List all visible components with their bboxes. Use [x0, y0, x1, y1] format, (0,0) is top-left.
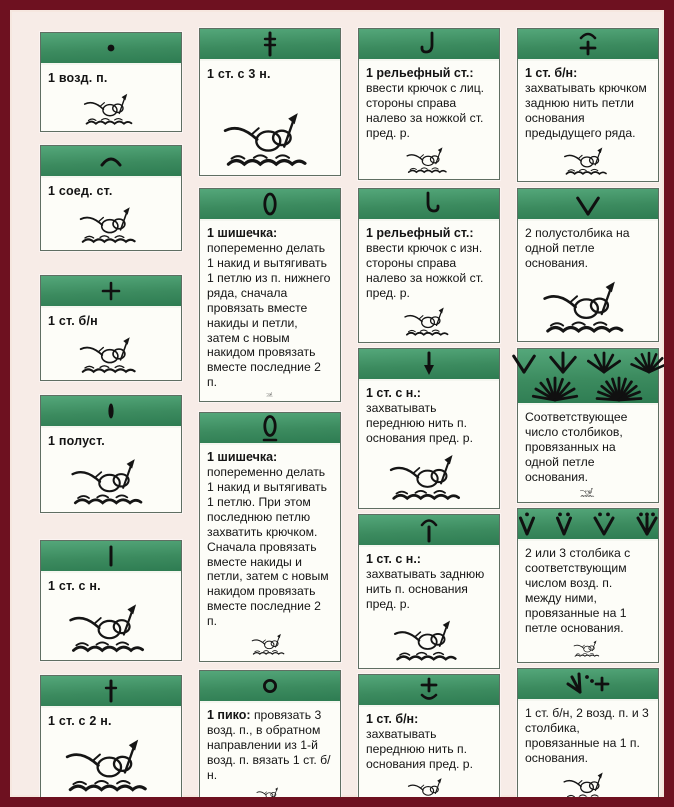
stitch-label: [525, 546, 651, 636]
card-body: [359, 707, 499, 807]
card-symbol-header: [518, 189, 658, 221]
stitch-label: [48, 70, 174, 86]
stitch-card: [517, 188, 659, 342]
stitch-label-term: 1 рельефный ст.:: [366, 226, 474, 240]
stitch-illustration: [525, 271, 651, 337]
card-symbol-header: [359, 349, 499, 381]
rays-3-icon: [548, 350, 578, 374]
stitch-card: [199, 188, 341, 402]
card-body: [41, 308, 181, 380]
card-symbol-header: [518, 349, 658, 405]
card-body: [518, 221, 658, 341]
stitch-label: [525, 410, 651, 485]
card-body: [200, 61, 340, 175]
stitch-label-term: 1 ст. б/н:: [525, 66, 578, 80]
stitch-label-term: 1 рельефный ст.:: [366, 66, 474, 80]
card-symbol-header: [200, 29, 340, 61]
card-symbol-header: [359, 515, 499, 547]
card-body: [518, 61, 658, 181]
rays-11-icon: [590, 375, 648, 402]
stitch-label-term: 1 ст. с 3 н.: [207, 67, 271, 81]
stitch-illustration: [366, 141, 492, 175]
loop-arrow-down-icon: [416, 351, 442, 377]
stitch-illustration: [366, 772, 492, 804]
stitch-illustration: [207, 390, 333, 397]
card-symbol-header: [518, 29, 658, 61]
stitch-label-description: ввести крючок с изн. стороны справа налево за ножкой ст. пред. р.: [366, 241, 484, 300]
rays-9-icon: [529, 375, 581, 402]
stitch-label-term: 1 возд. п.: [48, 71, 108, 85]
stitch-illustration: [207, 82, 333, 171]
stitch-card: [517, 508, 659, 663]
stitch-card: [358, 188, 500, 343]
stitch-label-description: провязать 3 возд. п., в обратном направлении из 1-й возд. п. вязать 1 ст. б/н.: [207, 708, 331, 782]
stitch-label: [207, 708, 333, 783]
stitch-illustration: [207, 629, 333, 657]
card-symbol-header: [200, 671, 340, 703]
card-body: [41, 65, 181, 131]
stitch-label-term: 1 ст. с н.:: [366, 386, 421, 400]
stitch-illustration: [366, 612, 492, 664]
stitch-label: [366, 226, 492, 301]
stitch-label: [48, 313, 174, 329]
sc-plus-icon: [97, 279, 125, 303]
card-body: [359, 221, 499, 342]
stitch-illustration: [48, 86, 174, 127]
tr-bar-icon: [98, 679, 124, 703]
stitch-label: [366, 66, 492, 141]
bobble-oval-icon: [257, 191, 283, 217]
stitch-label: [48, 578, 174, 594]
card-body: [41, 178, 181, 250]
stitch-label-description: ввести крючок с лиц. стороны справа налево за ножкой ст. пред. р.: [366, 81, 485, 140]
stitch-label-description: Соответствующее число столбиков, провязанных на одной петле основания.: [525, 410, 628, 484]
card-symbol-header: [518, 669, 658, 701]
bobble-oval-base-icon: [257, 414, 283, 442]
stitch-illustration: [48, 199, 174, 246]
rays-5-icon: [587, 350, 621, 374]
stitch-card: [199, 28, 341, 176]
stitch-label-term: 1 ст. с 2 н.: [48, 714, 112, 728]
hdc-oval-icon: [98, 399, 124, 423]
plus-arc-below-icon: [415, 677, 443, 703]
stitch-label: [207, 226, 333, 390]
stitch-card: [40, 540, 182, 661]
stitch-label-description: 2 или 3 столбика с соответствующим числом возд. п. между ними, провязанные на 1 петле основания.: [525, 546, 631, 635]
stitch-illustration: [525, 766, 651, 803]
stitch-illustration: [48, 329, 174, 376]
stitch-card: [358, 28, 500, 180]
stitch-label-description: 2 полустолбика на одной петле основания.: [525, 226, 630, 271]
stitch-card: [358, 674, 500, 807]
stitch-label-term: 1 шишечка:: [207, 226, 278, 240]
stitch-card: [40, 395, 182, 513]
chain-dot-icon: [98, 36, 124, 60]
card-body: [518, 541, 658, 662]
stitch-card: [40, 675, 182, 801]
stitch-card: [40, 275, 182, 381]
v-2-icon: [509, 350, 539, 374]
stitch-illustration: [207, 783, 333, 804]
stitch-label-description: захватывать заднюю нить п. основания пред. р.: [366, 567, 485, 611]
stitch-card: [358, 514, 500, 669]
v-dot-2w-icon: [587, 511, 621, 537]
stitch-label: [525, 66, 651, 141]
stitch-label-description: захватывать крючком заднюю нить петли основания предыдущего ряда.: [525, 81, 647, 140]
card-symbol-header: [41, 396, 181, 428]
stitch-label-description: захватывать переднюю нить п. основания пред. р.: [366, 727, 473, 771]
stitch-label: [207, 66, 333, 82]
stitch-card: [40, 32, 182, 132]
card-body: [518, 701, 658, 807]
stitch-card: [517, 28, 659, 182]
stitch-label: [366, 386, 492, 446]
stitch-label: [207, 450, 333, 629]
stitch-illustration: [525, 636, 651, 658]
stitch-label-term: 1 ст. б/н:: [366, 712, 419, 726]
card-symbol-header: [41, 276, 181, 308]
card-symbol-header: [200, 413, 340, 445]
stitch-label-term: 1 ст. с н.: [48, 579, 101, 593]
stitch-card: [199, 412, 341, 662]
bar-arc-top-icon: [416, 517, 442, 543]
stitch-label-description: попеременно делать 1 накид и вытягивать 1 петлю из п. нижнего ряда, сначала провязать вместе накиды и петли, затем с новым накидом провязать вместе последние 2 п.: [207, 241, 331, 390]
card-symbol-header: [359, 675, 499, 707]
stitch-label: [48, 713, 174, 729]
stitch-illustration: [48, 729, 174, 796]
stitch-label-term: 1 шишечка:: [207, 450, 278, 464]
card-body: [518, 405, 658, 502]
card-body: [41, 708, 181, 800]
stitch-label-term: 1 пико:: [207, 708, 251, 722]
stitch-label: [525, 226, 651, 271]
stitch-label-description: попеременно делать 1 накид и вытягивать 1 петлю. При этом последнюю петлю захватить крючком. Сначала провязать вместе накиды и петли, затем с новым накидом провязать вместе последние 2 п.: [207, 465, 329, 628]
stitch-card: [358, 348, 500, 509]
stitch-illustration: [366, 446, 492, 504]
card-body: [41, 428, 181, 512]
v-dot-1-icon: [513, 511, 541, 537]
stitch-label-description: 1 ст. б/н, 2 возд. п. и 3 столбика, провязанные на 1 п. основания.: [525, 706, 649, 765]
dtr-bar-icon: [257, 31, 283, 57]
card-body: [200, 221, 340, 401]
card-symbol-header: [41, 676, 181, 708]
stitch-label: [366, 712, 492, 772]
v-dot-2-icon: [550, 511, 578, 537]
card-body: [359, 547, 499, 668]
slip-arc-icon: [96, 149, 126, 173]
stitch-label-term: 1 полуст.: [48, 434, 105, 448]
stitch-illustration: [366, 301, 492, 338]
card-body: [200, 445, 340, 661]
card-symbol-header: [41, 146, 181, 178]
stitch-label-description: захватывать переднюю нить п. основания пред. р.: [366, 401, 473, 445]
card-body: [200, 703, 340, 807]
stitch-card: [517, 348, 659, 503]
dc-bar-icon: [98, 544, 124, 568]
card-body: [359, 381, 499, 508]
card-symbol-header: [41, 541, 181, 573]
stitch-label: [48, 433, 174, 449]
stitch-card: [199, 670, 341, 807]
plus-arc-top-icon: [574, 31, 602, 57]
card-symbol-header: [518, 509, 658, 541]
stitch-card: [40, 145, 182, 251]
v-2-icon: [573, 192, 603, 216]
card-symbol-header: [359, 189, 499, 221]
picot-ring-icon: [257, 674, 283, 698]
rays-7-icon: [630, 350, 668, 374]
stitch-label: [48, 183, 174, 199]
v-dot-3t-icon: [630, 511, 664, 537]
stitch-illustration: [48, 594, 174, 656]
card-symbol-header: [41, 33, 181, 65]
relief-front-hook-icon: [416, 31, 442, 57]
stitch-label-term: 1 ст. с н.:: [366, 552, 421, 566]
stitch-label: [525, 706, 651, 766]
stitch-card: [517, 668, 659, 807]
stitch-label: [366, 552, 492, 612]
shell-dots-plus-icon: [564, 672, 612, 696]
stitch-label-term: 1 ст. б/н: [48, 314, 98, 328]
stitch-label-term: 1 соед. ст.: [48, 184, 113, 198]
stitch-illustration: [48, 449, 174, 508]
card-body: [359, 61, 499, 179]
stitch-illustration: [525, 141, 651, 177]
card-body: [41, 573, 181, 660]
card-symbol-header: [359, 29, 499, 61]
card-symbol-header: [200, 189, 340, 221]
stitch-illustration: [525, 485, 651, 498]
relief-back-hook-icon: [416, 191, 442, 217]
